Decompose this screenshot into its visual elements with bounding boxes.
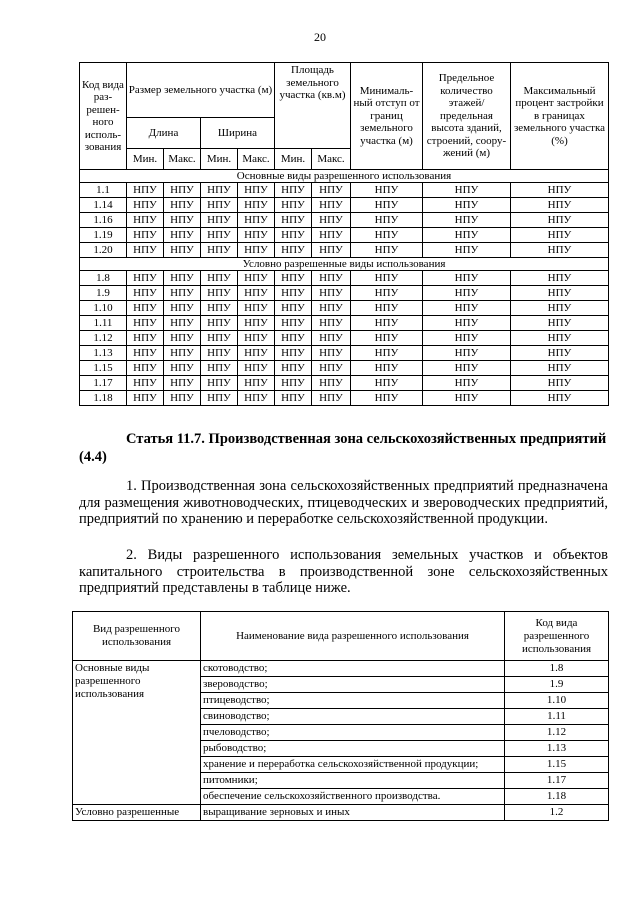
cell: НПУ (201, 376, 238, 391)
permitted-use-table (72, 611, 609, 821)
table-row (80, 376, 609, 391)
table-row (73, 661, 609, 677)
use-name: хранение и переработка сельскохозяйственной продукции; (201, 757, 505, 773)
cell: НПУ (201, 361, 238, 376)
header-width: Ширина (201, 118, 275, 149)
cell: НПУ (164, 228, 201, 243)
cell: НПУ (511, 228, 609, 243)
header-area-min: Мин. (275, 149, 312, 170)
use-code: 1.10 (505, 693, 609, 709)
cell: НПУ (423, 331, 511, 346)
header-use-type: Вид разрешенного использования (73, 612, 201, 661)
cell: НПУ (164, 286, 201, 301)
cell: НПУ (275, 198, 312, 213)
group-main: Основные виды разрешенного использования (73, 661, 201, 805)
use-code: 1.18 (505, 789, 609, 805)
cell: НПУ (511, 183, 609, 198)
use-name: скотоводство; (201, 661, 505, 677)
cell: НПУ (238, 198, 275, 213)
row-code: 1.16 (80, 213, 127, 228)
cell: НПУ (351, 376, 423, 391)
cell: НПУ (164, 198, 201, 213)
cell: НПУ (275, 316, 312, 331)
table-row (80, 391, 609, 406)
cell: НПУ (275, 183, 312, 198)
cell: НПУ (511, 243, 609, 258)
row-code: 1.17 (80, 376, 127, 391)
table-row (80, 183, 609, 198)
cell: НПУ (127, 361, 164, 376)
cell: НПУ (127, 271, 164, 286)
cell: НПУ (312, 361, 351, 376)
page-number: 20 (314, 30, 326, 44)
cell: НПУ (127, 183, 164, 198)
cell: НПУ (511, 301, 609, 316)
use-code: 1.15 (505, 757, 609, 773)
row-code: 1.12 (80, 331, 127, 346)
cell: НПУ (423, 228, 511, 243)
use-code: 1.9 (505, 677, 609, 693)
cell: НПУ (164, 361, 201, 376)
cell: НПУ (351, 391, 423, 406)
cell: НПУ (127, 316, 164, 331)
row-code: 1.1 (80, 183, 127, 198)
cell: НПУ (511, 346, 609, 361)
header-coverage: Максимальный процент застройки в границах земельного участка (%) (511, 63, 609, 170)
cell: НПУ (312, 301, 351, 316)
cell: НПУ (423, 361, 511, 376)
cell: НПУ (312, 183, 351, 198)
cell: НПУ (201, 243, 238, 258)
header-floors: Предельное количество этажей/ предельная высота зданий, строений, соору-жений (м) (423, 63, 511, 170)
table-row (73, 805, 609, 821)
cell: НПУ (127, 213, 164, 228)
cell: НПУ (164, 346, 201, 361)
cell: НПУ (351, 271, 423, 286)
group-conditional: Условно разрешенные (73, 805, 201, 821)
use-name: питомники; (201, 773, 505, 789)
cell: НПУ (164, 243, 201, 258)
cell: НПУ (423, 301, 511, 316)
cell: НПУ (312, 391, 351, 406)
article-paragraph-2: 2. Виды разрешенного использования земельных участков и объектов капитального строительства в производственной зоне сельскохозяйственных предприятий представлены в таблице ниже. (79, 547, 608, 596)
table-row (80, 316, 609, 331)
cell: НПУ (275, 286, 312, 301)
cell: НПУ (511, 376, 609, 391)
cell: НПУ (312, 376, 351, 391)
row-code: 1.11 (80, 316, 127, 331)
table-row (80, 228, 609, 243)
cell: НПУ (511, 391, 609, 406)
cell: НПУ (312, 243, 351, 258)
cell: НПУ (127, 286, 164, 301)
cell: НПУ (351, 301, 423, 316)
cell: НПУ (351, 331, 423, 346)
use-code: 1.12 (505, 725, 609, 741)
cell: НПУ (275, 376, 312, 391)
header-setback: Минималь-ный отступ от границ земельного участка (м) (351, 63, 423, 170)
cell: НПУ (423, 286, 511, 301)
cell: НПУ (275, 331, 312, 346)
table-row (80, 346, 609, 361)
cell: НПУ (351, 213, 423, 228)
row-code: 1.15 (80, 361, 127, 376)
table-row (80, 213, 609, 228)
cell: НПУ (511, 286, 609, 301)
header-area-max: Макс. (312, 149, 351, 170)
row-code: 1.18 (80, 391, 127, 406)
cell: НПУ (275, 213, 312, 228)
cell: НПУ (238, 243, 275, 258)
cell: НПУ (275, 346, 312, 361)
row-code: 1.20 (80, 243, 127, 258)
cell: НПУ (423, 243, 511, 258)
cell: НПУ (351, 243, 423, 258)
table-row (80, 301, 609, 316)
cell: НПУ (201, 346, 238, 361)
cell: НПУ (312, 316, 351, 331)
use-code: 1.13 (505, 741, 609, 757)
use-name: пчеловодство; (201, 725, 505, 741)
cell: НПУ (238, 376, 275, 391)
row-code: 1.10 (80, 301, 127, 316)
cell: НПУ (238, 213, 275, 228)
table-row (80, 286, 609, 301)
cell: НПУ (127, 198, 164, 213)
cell: НПУ (511, 316, 609, 331)
cell: НПУ (164, 183, 201, 198)
cell: НПУ (275, 243, 312, 258)
row-code: 1.19 (80, 228, 127, 243)
header-length-max: Макс. (164, 149, 201, 170)
cell: НПУ (312, 346, 351, 361)
use-name: свиноводство; (201, 709, 505, 725)
cell: НПУ (238, 391, 275, 406)
cell: НПУ (201, 198, 238, 213)
cell: НПУ (201, 228, 238, 243)
cell: НПУ (351, 183, 423, 198)
use-name: обеспечение сельскохозяйственного производства. (201, 789, 505, 805)
cell: НПУ (127, 243, 164, 258)
cell: НПУ (238, 286, 275, 301)
cell: НПУ (201, 183, 238, 198)
use-name: выращивание зерновых и иных (201, 805, 505, 821)
cell: НПУ (511, 271, 609, 286)
cell: НПУ (511, 213, 609, 228)
cell: НПУ (511, 331, 609, 346)
cell: НПУ (275, 361, 312, 376)
cell: НПУ (511, 198, 609, 213)
cell: НПУ (351, 198, 423, 213)
cell: НПУ (238, 316, 275, 331)
cell: НПУ (164, 271, 201, 286)
cell: НПУ (164, 316, 201, 331)
cell: НПУ (238, 346, 275, 361)
row-code: 1.9 (80, 286, 127, 301)
header-area: Площадь земельного участка (кв.м) (275, 63, 351, 149)
cell: НПУ (127, 376, 164, 391)
row-code: 1.8 (80, 271, 127, 286)
header-code: Код вида раз-решен-ного исполь-зования (80, 63, 127, 170)
section-main: Основные виды разрешенного использования (80, 170, 609, 183)
cell: НПУ (275, 271, 312, 286)
cell: НПУ (312, 271, 351, 286)
cell: НПУ (238, 228, 275, 243)
table-row (80, 198, 609, 213)
cell: НПУ (127, 391, 164, 406)
row-code: 1.14 (80, 198, 127, 213)
cell: НПУ (238, 301, 275, 316)
use-code: 1.11 (505, 709, 609, 725)
cell: НПУ (312, 286, 351, 301)
article-paragraph-1: 1. Производственная зона сельскохозяйственных предприятий предназначена для размещения животноводческих, птицеводческих и звероводческих предприятий, предприятий по хранению и переработке сельскохозяйственной продукции. (79, 478, 608, 527)
cell: НПУ (275, 228, 312, 243)
cell: НПУ (238, 361, 275, 376)
cell: НПУ (127, 346, 164, 361)
cell: НПУ (201, 301, 238, 316)
header-width-min: Мин. (201, 149, 238, 170)
cell: НПУ (423, 183, 511, 198)
cell: НПУ (423, 346, 511, 361)
cell: НПУ (423, 198, 511, 213)
section-conditional: Условно разрешенные виды использования (80, 258, 609, 271)
cell: НПУ (127, 331, 164, 346)
cell: НПУ (201, 391, 238, 406)
cell: НПУ (351, 316, 423, 331)
header-use-code: Код вида разрешенного использования (505, 612, 609, 661)
use-code: 1.2 (505, 805, 609, 821)
cell: НПУ (351, 361, 423, 376)
header-width-max: Макс. (238, 149, 275, 170)
cell: НПУ (164, 301, 201, 316)
cell: НПУ (312, 213, 351, 228)
cell: НПУ (164, 376, 201, 391)
cell: НПУ (238, 331, 275, 346)
cell: НПУ (201, 271, 238, 286)
use-name: звероводство; (201, 677, 505, 693)
row-code: 1.13 (80, 346, 127, 361)
cell: НПУ (238, 183, 275, 198)
cell: НПУ (164, 391, 201, 406)
cell: НПУ (511, 361, 609, 376)
cell: НПУ (312, 198, 351, 213)
header-use-name: Наименование вида разрешенного использования (201, 612, 505, 661)
cell: НПУ (351, 346, 423, 361)
parameters-table (79, 62, 609, 406)
cell: НПУ (423, 316, 511, 331)
table-row (80, 331, 609, 346)
use-code: 1.17 (505, 773, 609, 789)
cell: НПУ (423, 213, 511, 228)
cell: НПУ (201, 331, 238, 346)
cell: НПУ (312, 331, 351, 346)
cell: НПУ (423, 376, 511, 391)
cell: НПУ (127, 228, 164, 243)
cell: НПУ (201, 316, 238, 331)
table-row (80, 271, 609, 286)
cell: НПУ (201, 213, 238, 228)
table-row (80, 243, 609, 258)
cell: НПУ (312, 228, 351, 243)
cell: НПУ (201, 286, 238, 301)
article-heading: Статья 11.7. Производственная зона сельскохозяйственных предприятий (4.4) (79, 431, 607, 465)
cell: НПУ (127, 301, 164, 316)
table-row (80, 361, 609, 376)
cell: НПУ (423, 391, 511, 406)
cell: НПУ (275, 301, 312, 316)
cell: НПУ (351, 286, 423, 301)
header-size: Размер земельного участка (м) (127, 63, 275, 118)
use-name: птицеводство; (201, 693, 505, 709)
cell: НПУ (351, 228, 423, 243)
cell: НПУ (164, 213, 201, 228)
use-name: рыбоводство; (201, 741, 505, 757)
use-code: 1.8 (505, 661, 609, 677)
header-length: Длина (127, 118, 201, 149)
cell: НПУ (238, 271, 275, 286)
cell: НПУ (275, 391, 312, 406)
cell: НПУ (423, 271, 511, 286)
header-length-min: Мин. (127, 149, 164, 170)
cell: НПУ (164, 331, 201, 346)
